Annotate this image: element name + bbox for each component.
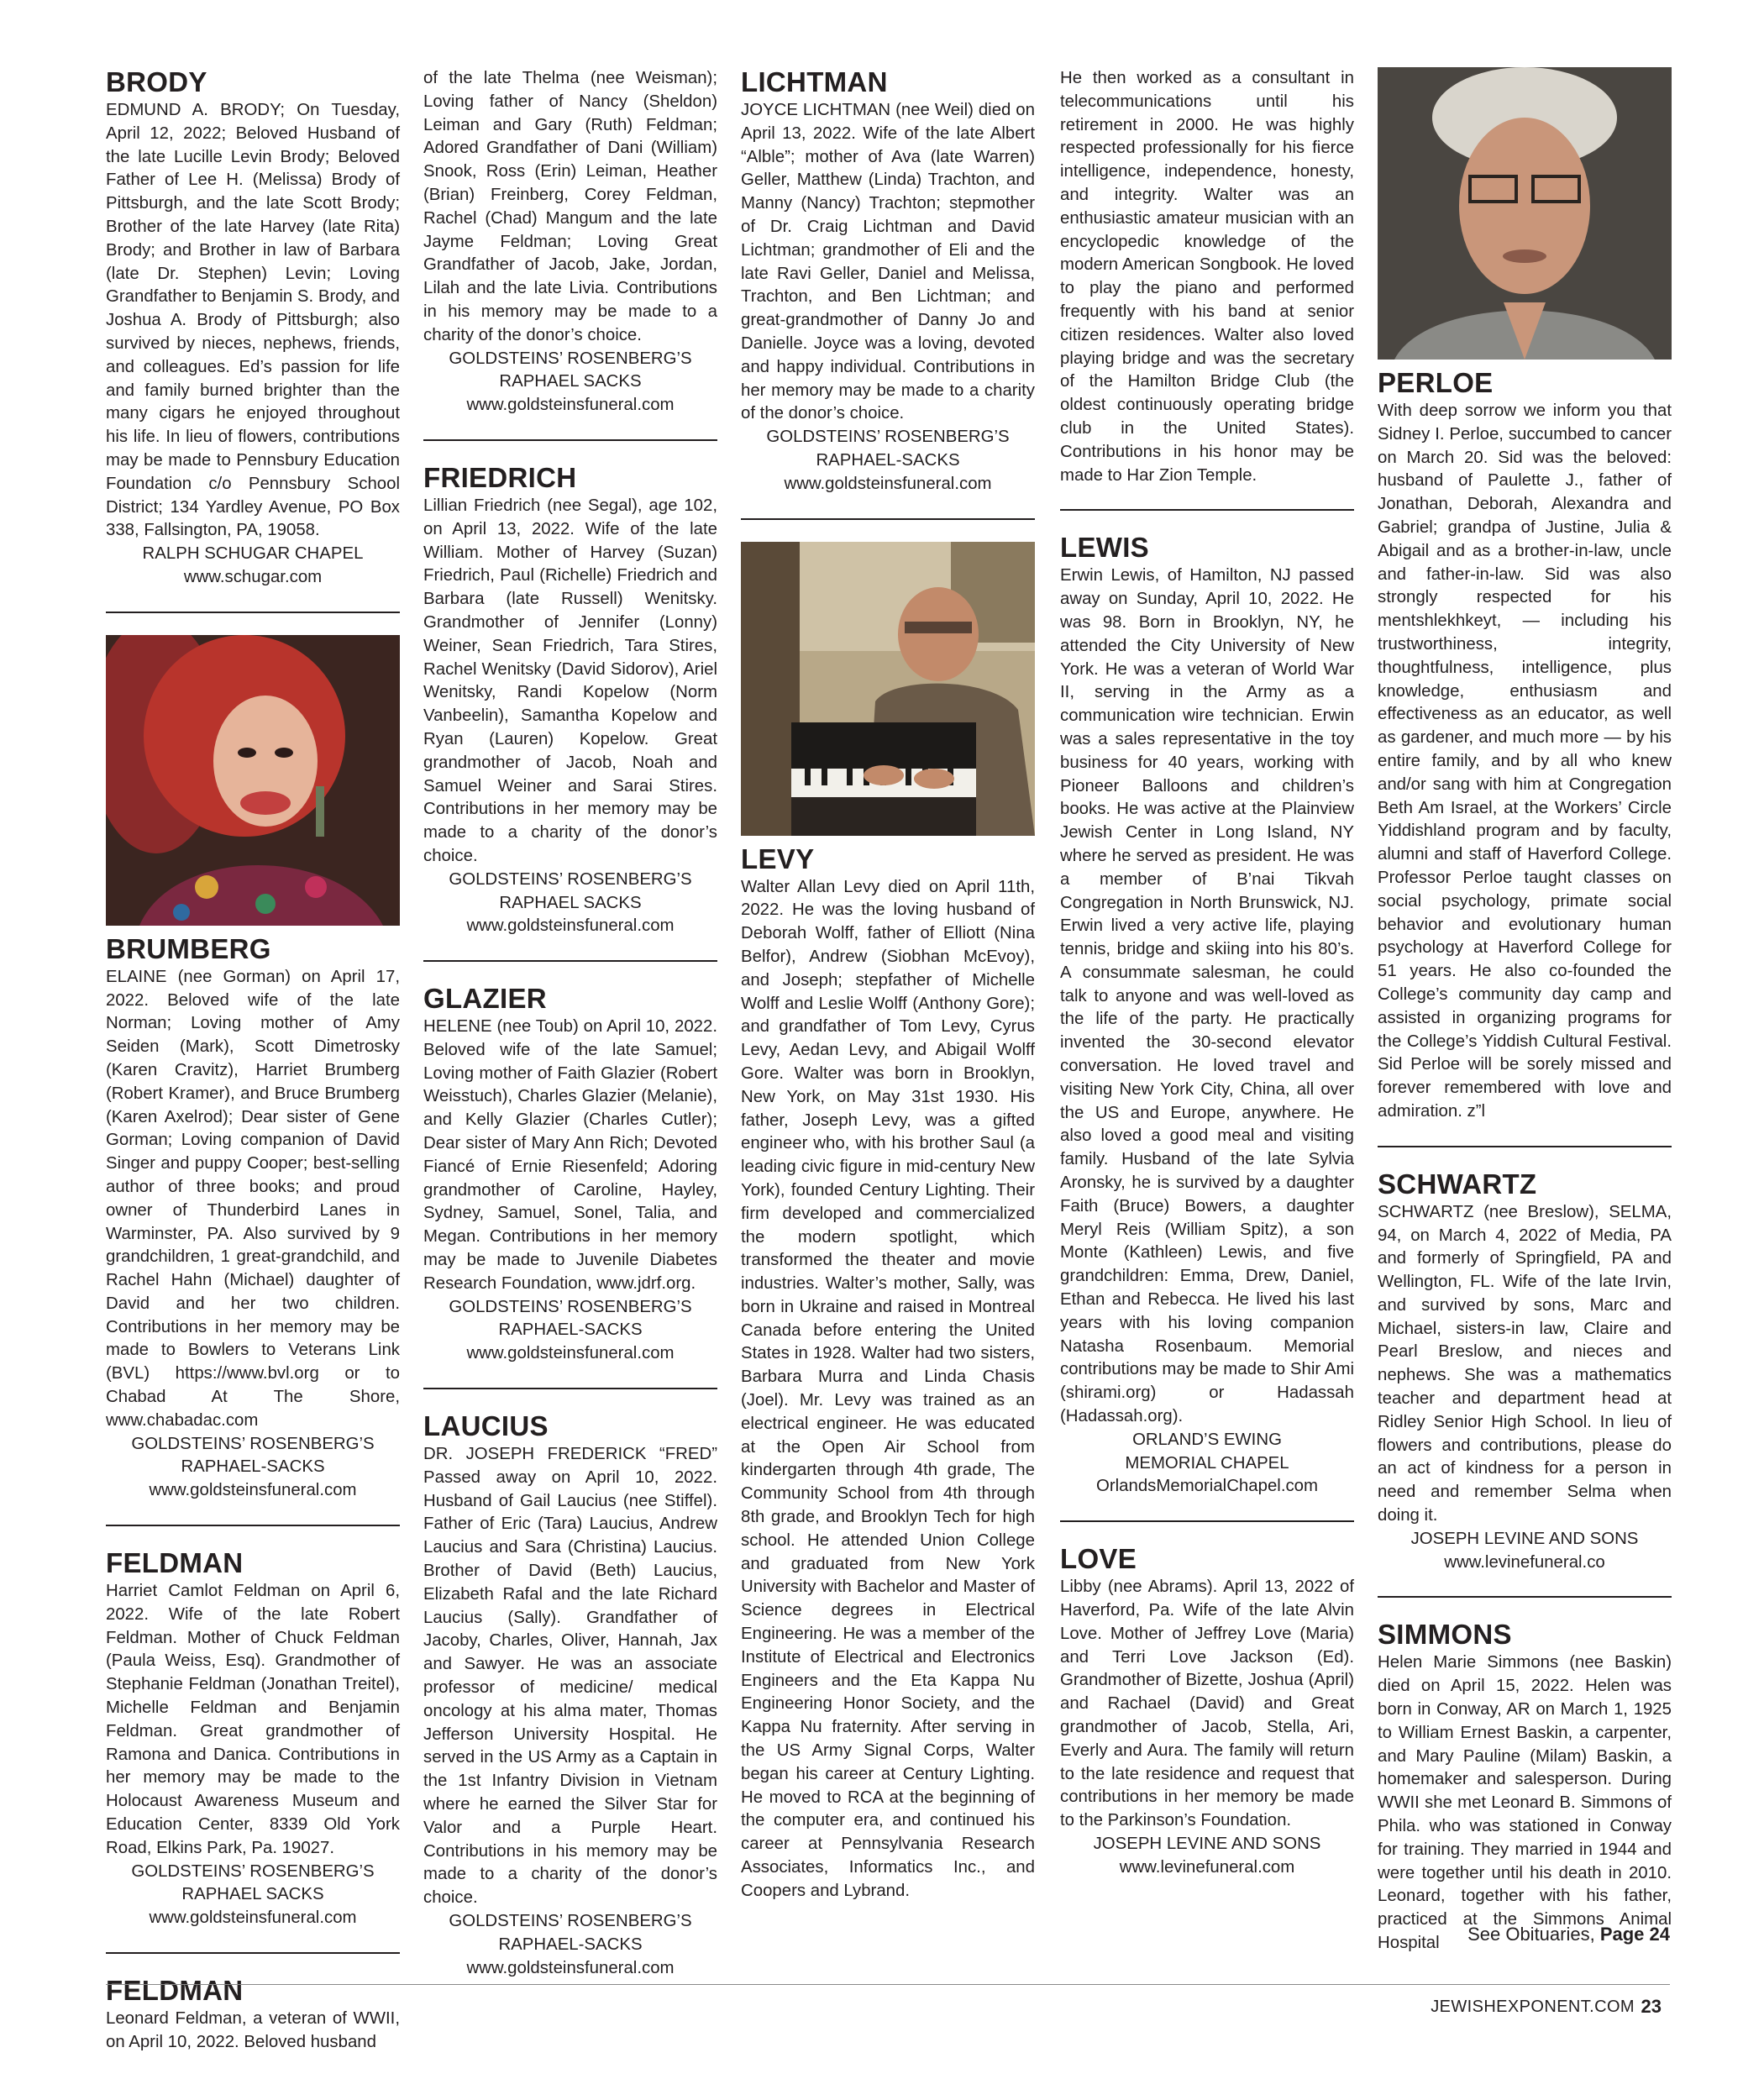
funeral-home: GOLDSTEINS’ ROSENBERG’S — [766, 428, 1010, 447]
obituary-text: Helen Marie Simmons (nee Baskin) died on April 15, 2022. Helen was born in Conway, AR on March 1, 1925 to William Ernest Baskin, a carpenter, and Mary Pauline (Milam) Baskin, a homemaker and salesperson. During WWII she met Leonard B. Simmons of Phila. who was stationed in Conway for training. They married in 1944 and were together until his death in 2010. Leonard, together with his father, practiced at the Simmons Animal Hospital — [1378, 1653, 1672, 1953]
column-2 — [423, 67, 717, 1980]
funeral-home: RAPHAEL SACKS — [181, 1885, 324, 1904]
obituary-name: SCHWARTZ — [1378, 1168, 1537, 1200]
obituary-text: HELENE (nee Toub) on April 10, 2022. Beloved wife of the late Samuel; Loving mother of Faith Glazier (Robert Weisstuch), Charles Glazier (Melanie), and Kelly Glazier (Charles Cutler); Dear sister of Mary Ann Rich; Devoted Fiancé of Ernie Riesenfeld; Adoring grandmother of Caroline, Hayley, Sydney, Samuel, Sonel, Talia, and Megan. Contributions in her memory may be made to Juvenile Diabetes Research Foundation, www.jdrf.org. — [423, 1017, 717, 1293]
obituary-name: FELDMAN — [106, 1547, 244, 1579]
portrait-older-man-image — [1378, 67, 1672, 360]
divider — [423, 439, 717, 441]
photo-brumberg — [106, 635, 400, 926]
obituary-name: LICHTMAN — [741, 66, 888, 97]
funeral-home: MEMORIAL CHAPEL — [1125, 1453, 1289, 1473]
obituary-text: SCHWARTZ (nee Breslow), SELMA, 94, on March 4, 2022 of Media, PA and formerly of Springfield, PA and Wellington, FL. Wife of the late Irvin, and survived by sons, Marc and Michael, sisters-in law, Claire and Pearl Breslow, and nieces and nephews. She was a mathematics teacher and department head at Ridley Senior High School. In lieu of flowers and contributions, please do an act of kindness for a person in need and remember Selma when doing it. — [1378, 1202, 1672, 1525]
divider — [106, 1525, 400, 1526]
obituary-text: Leonard Feldman, a veteran of WWII, on April 10, 2022. Beloved husband — [106, 2009, 400, 2051]
funeral-home-website: www.schugar.com — [183, 567, 323, 586]
funeral-home: JOSEPH LEVINE AND SONS — [1410, 1529, 1639, 1548]
funeral-home: GOLDSTEINS’ ROSENBERG’S — [131, 1861, 375, 1881]
funeral-home: GOLDSTEINS’ ROSENBERG’S — [449, 1297, 692, 1316]
photo-levy — [741, 542, 1035, 836]
obituary-levy-continued — [1060, 67, 1354, 487]
obituary-name: BRODY — [106, 66, 207, 97]
obituary-name: BRUMBERG — [106, 932, 271, 964]
divider — [1060, 509, 1354, 511]
obituary-text: ELAINE (nee Gorman) on April 17, 2022. Beloved wife of the late Norman; Loving mother of Amy Seiden (Mark), Scott Dimetrosky (Karen Cravitz), Harriet Brumberg (Robert Kramer), and Bruce Brumberg (Karen Axelrod); Dear sister of Gene Gorman; Loving companion of David Singer and puppy Cooper; best-selling author of three books; and proud owner of Thunderbird Lanes in Warminster, PA. Also survived by 9 grandchildren, 1 great-grandchild, and Rachel Hahn (Michael) daughter of David and her two children. Contributions in her memory may be made to Bowlers to Veterans Link (BVL) https://www.bvl.org or to Chabad At The Shore, www.chabadac.com — [106, 967, 400, 1430]
funeral-home-website: www.goldsteinsfuneral.com — [466, 1958, 675, 1977]
obituary-friedrich — [423, 463, 717, 938]
funeral-home: RAPHAEL-SACKS — [816, 450, 960, 470]
funeral-home: RALPH SCHUGAR CHAPEL — [142, 544, 364, 564]
obituary-feldman-harriet — [106, 1548, 400, 1930]
funeral-home: GOLDSTEINS’ ROSENBERG’S — [449, 869, 692, 889]
divider — [106, 1952, 400, 1954]
divider — [423, 960, 717, 962]
funeral-home-website: www.goldsteinsfuneral.com — [149, 1908, 357, 1928]
funeral-home-website: OrlandsMemorialChapel.com — [1095, 1477, 1319, 1496]
obituary-text: Walter Allan Levy died on April 11th, 2022. He was the loving husband of Deborah Wolff, father of Elliott (Nina Belfor), Andrew (Siobhan McEvoy), and Joseph; stepfather of Michelle Wolff and Leslie Wolff (Anthony Gore); and grandfather of Tom Levy, Cyrus Levy, Aedan Levy, and Abigail Wolff Gore. Walter was born in Brooklyn, New York, on May 31st 1930. His father, Joseph Levy, was a gifted engineer who, with his brother Saul (a leading civic figure in mid-century New York), founded Century Lighting. Their firm developed and commercialized the modern spotlight, which transformed the theater and movie industries. Walter’s mother, Sally, was born in Ukraine and raised in Montreal Canada before entering the United States in 1928. Walter had two sisters, Barbara Murra and Linda Chasis (Joel). Mr. Levy was trained as an electrical engineer. He was educated at the Open Air School from kindergarten through 4th grade, The Community School from 4th through 8th grade, and Brooklyn Tech for high school. He attended Union College and graduated from New York University with Bachelor and Master of Science degrees in Electrical Engineering. He was a member of the Institute of Electrical and Electronics Engineers and the Eta Kappa Nu Engineering Honor Society, and the Kappa Nu fraternity. After serving in the US Army Signal Corps, Walter began his career at Century Lighting. He moved to RCA at the beginning of the computer era, and continued his career at Pennsylvania Research Associates, Informatics Inc., and Coopers and Lybrand. — [741, 877, 1035, 1900]
continued-page: Page 24 — [1599, 1924, 1670, 1945]
funeral-home: ORLAND’S EWING — [1132, 1430, 1282, 1449]
divider — [741, 518, 1035, 520]
obituary-name: LEWIS — [1060, 532, 1149, 564]
funeral-home-website: www.goldsteinsfuneral.com — [784, 474, 992, 493]
continued-on-note — [1467, 1924, 1670, 1945]
obituary-text: Erwin Lewis, of Hamilton, NJ passed away on Sunday, April 10, 2022. He was 98. Born in Brooklyn, NY, he attended the City University of New York. He was a veteran of World War II, serving in the Army as a communication wire technician. Erwin was a sales representative in the toy business for 40 years, working with Pioneer Balloons and children’s books. He was active at the Plainview Jewish Center in Long Island, NY where he served as president. He was a member of B’nai Tikvah Congregation in North Brunswick, NJ. Erwin lived a very active life, playing tennis, bridge and skiing into his 80’s. A consummate salesman, he could talk to anyone and was well-loved as the life of the party. He practically invented the 30-second elevator conversation. He loved travel and visiting New York City, China, all over the US and Europe, anywhere. He also loved a good meal and visiting family. Husband of the late Sylvia Aronsky, he is survived by a daughter Faith (Bruce) Bowers, a daughter Meryl Reis (William Spitz), a son Monte (Kathleen) Lewis, and five grandchildren: Emma, Drew, Daniel, Ethan and Rebecca. He lived his last years with his loving companion Natasha Rosenbaum. Memorial contributions may be made to Shir Ami (shirami.org) or Hadassah (Hadassah.org). — [1060, 566, 1354, 1426]
obituary-text: of the late Thelma (nee Weisman); Loving father of Nancy (Sheldon) Leiman and Gary (Ruth) Feldman; Adored Grandfather of Dani (William) Snook, Ross (Erin) Leiman, Heather (Brian) Freinberg, Corey Feldman, Rachel (Chad) Mangum and the late Jayme Feldman; Loving Great Grandfather of Jacob, Jake, Jordan, Lilah and the late Livia. Contributions in his memory may be made to a charity of the donor’s choice. — [423, 69, 717, 344]
obituary-text: He then worked as a consultant in telecommunications until his retirement in 2000. He was highly respected professionally for his fierce intelligence, independence, honesty, and integrity. Walter was an enthusiastic amateur musician with an encyclopedic knowledge of the modern American Songbook. He loved to play the piano and performed frequently with his band at senior citizen residences. Walter also loved playing bridge and was the secretary of the Hamilton Bridge Club (the oldest continuously operating bridge club in the United States). Contributions in his honor may be made to Har Zion Temple. — [1060, 69, 1354, 485]
obituary-lewis — [1060, 533, 1354, 1499]
divider — [1060, 1520, 1354, 1522]
footer-divider — [106, 1984, 1670, 1985]
divider — [106, 612, 400, 613]
obituary-name: LAUCIUS — [423, 1410, 549, 1442]
obituary-name: GLAZIER — [423, 983, 547, 1015]
continued-text: See Obituaries, — [1467, 1924, 1600, 1945]
column-5 — [1378, 67, 1672, 1956]
funeral-home: RAPHAEL-SACKS — [181, 1457, 325, 1477]
column-3 — [741, 67, 1035, 1903]
funeral-home-website: www.goldsteinsfuneral.com — [466, 1344, 675, 1363]
funeral-home: RAPHAEL-SACKS — [498, 1320, 643, 1340]
obituary-text: Lillian Friedrich (nee Segal), age 102, on April 13, 2022. Wife of the late William. Mother of Harvey (Suzan) Friedrich, Paul (Richelle) Friedrich and Barbara (late Russell) Wenitsky. Grandmother of Jennifer (Lonny) Weiner, Sean Friedrich, Tara Stires, Rachel Wenitsky (David Sidorov), Ariel Wenitsky, Randi Kopelow (Norm Vanbeelin), Samantha Kopelow and Ryan (Lauren) Kopelow. Great grandmother of Jacob, Noah and Samuel Weiner and Sarai Stires. Contributions in her memory may be made to a charity of the donor’s choice. — [423, 496, 717, 865]
divider — [1378, 1146, 1672, 1147]
obituary-levy — [741, 844, 1035, 1903]
obituary-name: FELDMAN — [106, 1975, 244, 2007]
obituary-name: LOVE — [1060, 1543, 1137, 1575]
funeral-home: GOLDSTEINS’ ROSENBERG’S — [449, 349, 692, 368]
funeral-home: JOSEPH LEVINE AND SONS — [1093, 1834, 1321, 1853]
obituary-brody — [106, 67, 400, 590]
obituary-text: With deep sorrow we inform you that Sidney I. Perloe, succumbed to cancer on March 20. Sid was the beloved: husband of Paulette J., father of Jonathan, Deborah, Alexandra and Gabriel; grandpa of Justine, Julia & Abigail and as a brother-in-law, uncle and father-in-law. Sid was also strongly respected for his mentshlekhkeyt, — including his trustworthiness, integrity, thoughtfulness, intelligence, plus knowledge, enthusiasm and effectiveness as an educator, as well as gardener, and much more — by his entire family, and by all who knew and/or sang with him at Congregation Beth Am Israel, at the Workers’ Circle Yiddishland program and by faculty, alumni and staff of Haverford College. Professor Perloe taught classes on social psychology, primate social behavior and evolutionary human psychology at Haverford College for 51 years. He also co-founded the College’s community day camp and assisted in organizing programs for the College’s Yiddish Cultural Festival. Sid Perloe will be sorely missed and forever remembered with love and admiration. z”l — [1378, 402, 1672, 1121]
funeral-home: RAPHAEL SACKS — [499, 893, 642, 912]
obituary-perloe — [1378, 368, 1672, 1124]
obituary-glazier — [423, 984, 717, 1366]
column-4 — [1060, 67, 1354, 1880]
funeral-home-website: www.levinefuneral.com — [1119, 1857, 1295, 1877]
column-1 — [106, 67, 400, 2055]
portrait-woman-image — [106, 635, 400, 926]
obituary-text: Libby (nee Abrams). April 13, 2022 of Haverford, Pa. Wife of the late Alvin Love. Mother of Jeffrey Love (Maria) and Terri Love Jackson (Ed). Grandmother of Bizette, Joshua (April) and Rachael (David) and Great grandmother of Jacob, Stella, Ari, Everly and Aura. The family will return to the late residence and request that contributions in her memory be made to the Parkinson’s Foundation. — [1060, 1578, 1354, 1830]
obituary-brumberg — [106, 934, 400, 1503]
funeral-home-website: www.levinefuneral.co — [1444, 1552, 1605, 1572]
obituary-love — [1060, 1544, 1354, 1879]
funeral-home: GOLDSTEINS’ ROSENBERG’S — [131, 1434, 375, 1453]
obituary-feldman-leonard-continued — [423, 67, 717, 417]
obituary-text: Harriet Camlot Feldman on April 6, 2022. Wife of the late Robert Feldman. Mother of Chuck Feldman (Paula Weiss, Esq). Grandmother of Stephanie Feldman (Jonathan Treitel), Michelle Feldman and Benjamin Feldman. Great grandmother of Ramona and Danica. Contributions in her memory may be made to the Holocaust Awareness Museum and Education Center, 8339 Old York Road, Elkins Park, Pa. 19027. — [106, 1582, 400, 1857]
obituary-lichtman — [741, 67, 1035, 496]
photo-perloe — [1378, 67, 1672, 360]
obituary-text: DR. JOSEPH FREDERICK “FRED” Passed away on April 10, 2022. Husband of Gail Laucius (nee Stiffel). Father of Eric (Tara) Laucius, Andrew Laucius and Sara (Christina) Laucius. Brother of David (Beth) Laucius, Elizabeth Rafal and the late Richard Laucius (Sally). Grandfather of Jacoby, Charles, Oliver, Hannah, Jax and Sawyer. He was an associate professor of medicine/ medical oncology at his alma mater, Thomas Jefferson University Hospital. He served in the US Army as a Captain in the 1st Infantry Division in Vietnam where he earned the Silver Star for Valor and a Purple Heart. Contributions in his memory may be made to a charity of the donor’s choice. — [423, 1445, 717, 1908]
obituary-name: LEVY — [741, 843, 815, 874]
obituary-name: PERLOE — [1378, 367, 1494, 398]
obituary-name: FRIEDRICH — [423, 461, 577, 493]
funeral-home: RAPHAEL-SACKS — [498, 1935, 643, 1954]
footer-website: JEWISHEXPONENT.COM — [1431, 1998, 1635, 2016]
funeral-home: GOLDSTEINS’ ROSENBERG’S — [449, 1911, 692, 1930]
funeral-home-website: www.goldsteinsfuneral.com — [466, 396, 675, 415]
funeral-home: RAPHAEL SACKS — [499, 372, 642, 391]
obituary-schwartz — [1378, 1169, 1672, 1575]
obituary-simmons — [1378, 1620, 1672, 1955]
page-number: 23 — [1641, 1996, 1662, 2017]
obituary-text: EDMUND A. BRODY; On Tuesday, April 12, 2022; Beloved Husband of the late Lucille Levin Brody; Beloved Father of Lee H. (Melissa) Brody of Pittsburgh, and the late Scott Brody; Brother of the late Harvey (late Rita) Brody; and Brother in law of Barbara (late Dr. Stephen) Levin; Loving Grandfather to Benjamin S. Brody, and Joshua A. Brody of Pittsburgh; also survived by nieces, nephews, friends, and colleagues. Ed’s passion for life and family burned brighter than the many cigars he enjoyed throughout his life. In lieu of flowers, contributions may be made to Pennsbury Education Foundation c/o Pennsbury School District; 134 Yardley Avenue, PO Box 338, Fallsington, PA, 19058. — [106, 101, 400, 540]
funeral-home-website: www.goldsteinsfuneral.com — [149, 1481, 357, 1500]
obituary-feldman-leonard — [106, 1976, 400, 2055]
portrait-man-at-piano-image — [741, 542, 1035, 836]
divider — [423, 1388, 717, 1389]
divider — [1378, 1596, 1672, 1598]
funeral-home-website: www.goldsteinsfuneral.com — [466, 916, 675, 936]
obituary-name: SIMMONS — [1378, 1619, 1512, 1651]
obituary-laucius — [423, 1411, 717, 1980]
obituary-text: JOYCE LICHTMAN (nee Weil) died on April 13, 2022. Wife of the late Albert “Alble”; mother of Ava (late Warren) Geller, Matthew (Linda) Trachton, and Manny (Nancy) Trachton; stepmother of Dr. Craig Lichtman and David Lichtman; grandmother of Eli and the late Ravi Geller, Daniel and Melissa, Trachton, and Ben Lichtman; and great-grandmother of Danny Jo and Danielle. Joyce was a loving, devoted and happy individual. Contributions in her memory may be made to a charity of the donor’s choice. — [741, 101, 1035, 423]
